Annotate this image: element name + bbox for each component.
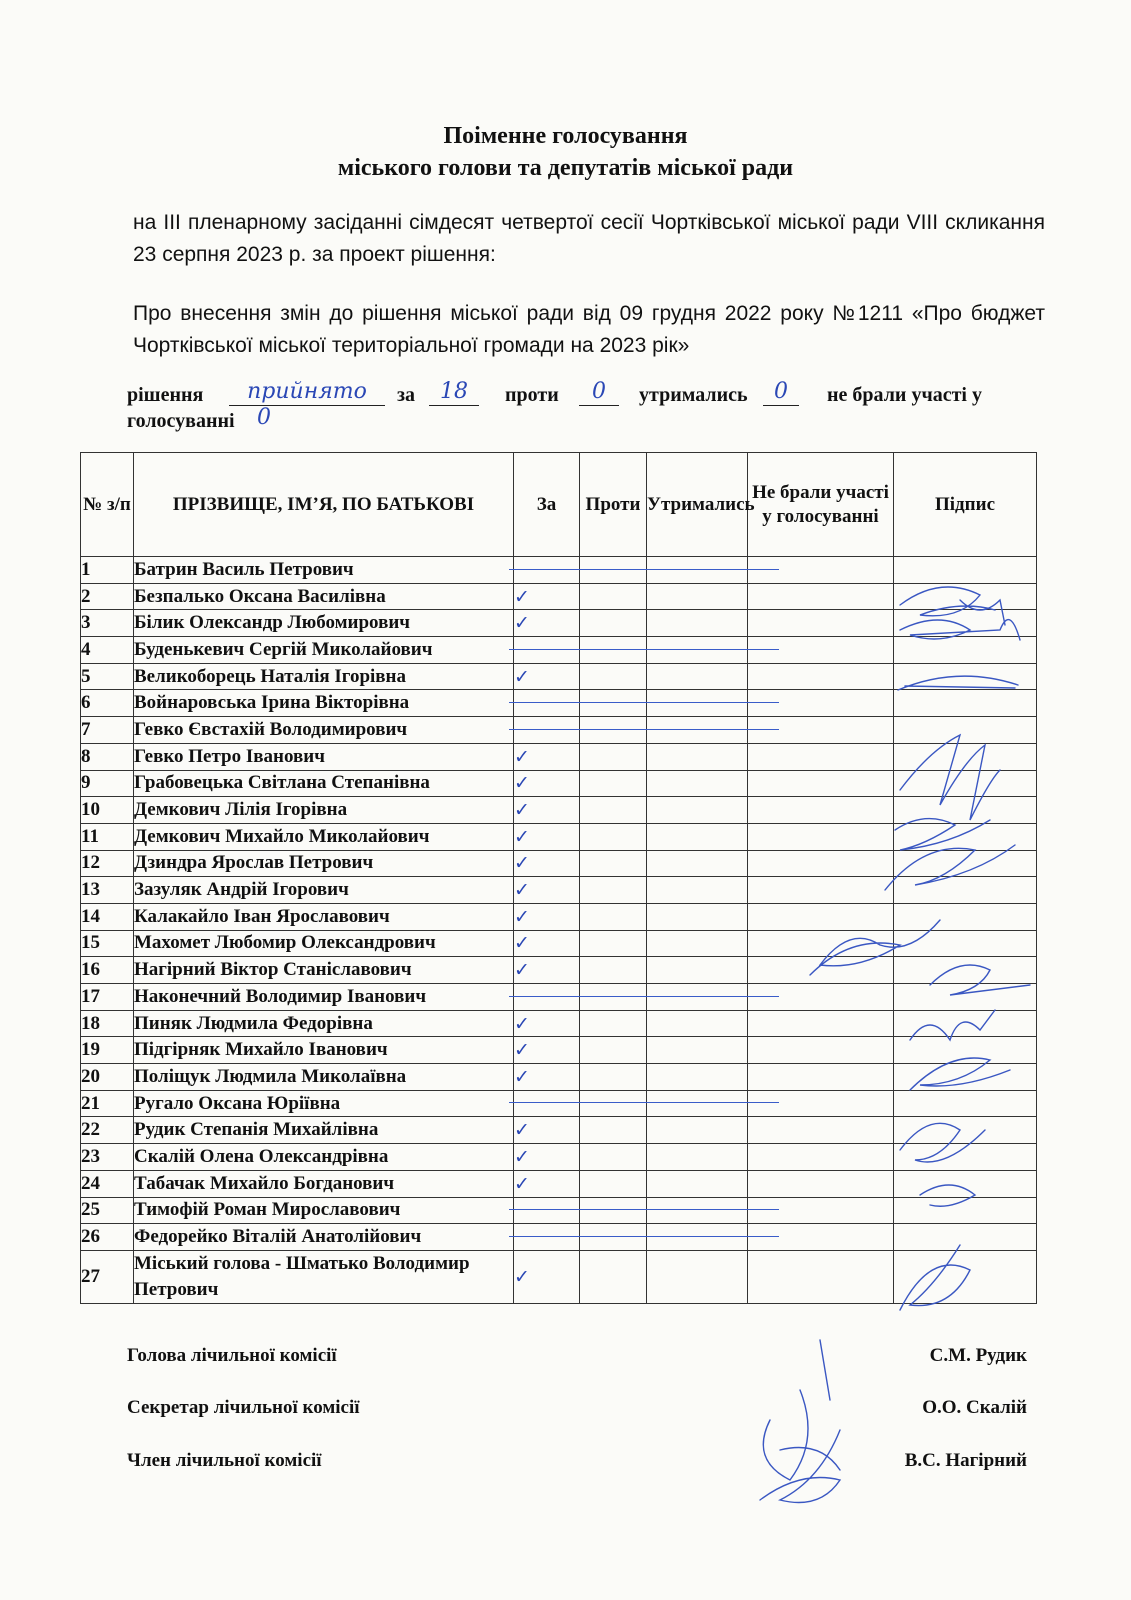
abstained-count: 0 xyxy=(763,379,799,406)
signature-cell xyxy=(894,984,1037,1011)
abstained-cell xyxy=(647,1090,748,1117)
row-number: 2 xyxy=(81,583,134,610)
deputy-name: Пиняк Людмила Федорівна xyxy=(134,1010,514,1037)
deputy-name: Безпалько Оксана Василівна xyxy=(134,583,514,610)
against-cell xyxy=(580,557,647,584)
not-voted-cell xyxy=(748,1224,894,1251)
table-row xyxy=(81,1224,1037,1251)
vote-for-cell xyxy=(514,690,580,717)
draft-decision-title: Про внесення змін до рішення міської ради від 09 грудня 2022 року №1211 «Про бюджет Чортківської міської територіальної громади на 2023 рік» xyxy=(133,302,1045,357)
signature-cell xyxy=(894,823,1037,850)
deputy-name: Федорейко Віталій Анатолійович xyxy=(134,1224,514,1251)
decision-label: рішення xyxy=(127,384,204,406)
row-number: 9 xyxy=(81,770,134,797)
abstained-cell xyxy=(647,1170,748,1197)
deputy-name: Поліщук Людмила Миколаївна xyxy=(134,1064,514,1091)
deputy-name: Буденькевич Сергій Миколайович xyxy=(134,637,514,664)
not-voted-cell xyxy=(748,1064,894,1091)
not-voted-cell xyxy=(748,1090,894,1117)
against-cell xyxy=(580,1250,647,1303)
row-number: 25 xyxy=(81,1197,134,1224)
not-voted-cell xyxy=(748,1144,894,1171)
table-row xyxy=(81,930,1037,957)
not-voted-cell xyxy=(748,663,894,690)
footer-chair xyxy=(127,1345,1027,1367)
not-voted-cell xyxy=(748,1117,894,1144)
against-cell xyxy=(580,690,647,717)
absent-strike-line xyxy=(509,1209,779,1210)
abstained-cell xyxy=(647,1224,748,1251)
vote-for-check: ✓ xyxy=(514,610,580,637)
signature-cell xyxy=(894,1117,1037,1144)
signature-cell xyxy=(894,743,1037,770)
row-number: 14 xyxy=(81,903,134,930)
table-row xyxy=(81,557,1037,584)
deputy-name: Табачак Михайло Богданович xyxy=(134,1170,514,1197)
not-voted-cell xyxy=(748,637,894,664)
against-count: 0 xyxy=(579,379,619,406)
row-number: 26 xyxy=(81,1224,134,1251)
abstained-cell xyxy=(647,637,748,664)
deputy-name: Зазуляк Андрій Ігорович xyxy=(134,877,514,904)
against-cell xyxy=(580,743,647,770)
not-voted-cell xyxy=(748,957,894,984)
not-voted-cell xyxy=(748,557,894,584)
against-cell xyxy=(580,583,647,610)
against-label: проти xyxy=(505,384,559,406)
vote-for-check: ✓ xyxy=(514,823,580,850)
signature-cell xyxy=(894,610,1037,637)
signature-cell xyxy=(894,850,1037,877)
signature-cell xyxy=(894,663,1037,690)
vote-for-check: ✓ xyxy=(514,770,580,797)
row-number: 7 xyxy=(81,717,134,744)
signature-cell xyxy=(894,877,1037,904)
not-voted-cell xyxy=(748,1170,894,1197)
deputy-name: Калакайло Іван Ярославович xyxy=(134,903,514,930)
table-row xyxy=(81,583,1037,610)
not-voted-cell xyxy=(748,903,894,930)
abstained-cell xyxy=(647,557,748,584)
table-row xyxy=(81,877,1037,904)
against-cell xyxy=(580,850,647,877)
deputy-name: Гевко Євстахій Володимирович xyxy=(134,717,514,744)
vote-for-cell xyxy=(514,717,580,744)
not-voted-cell xyxy=(748,583,894,610)
col-header-name: ПРІЗВИЩЕ, ІМ’Я, ПО БАТЬКОВІ xyxy=(134,453,514,557)
absent-strike-line xyxy=(509,729,779,730)
deputy-name: Гевко Петро Іванович xyxy=(134,743,514,770)
abstained-cell xyxy=(647,1064,748,1091)
secretary-name: О.О. Скалій xyxy=(922,1397,1027,1418)
absent-strike-line xyxy=(509,569,779,570)
abstained-cell xyxy=(647,690,748,717)
against-cell xyxy=(580,1064,647,1091)
abstained-cell xyxy=(647,1250,748,1303)
vote-for-check: ✓ xyxy=(514,1144,580,1171)
table-row xyxy=(81,1170,1037,1197)
row-number: 15 xyxy=(81,930,134,957)
vote-for-check: ✓ xyxy=(514,903,580,930)
col-header-abstained: Утримались xyxy=(647,453,748,557)
against-cell xyxy=(580,1144,647,1171)
abstained-cell xyxy=(647,877,748,904)
against-cell xyxy=(580,1037,647,1064)
deputy-name: Наконечний Володимир Іванович xyxy=(134,984,514,1011)
table-row xyxy=(81,903,1037,930)
row-number: 18 xyxy=(81,1010,134,1037)
row-number: 5 xyxy=(81,663,134,690)
signature-cell xyxy=(894,1250,1037,1303)
against-cell xyxy=(580,823,647,850)
not-voted-cell xyxy=(748,770,894,797)
deputy-name: Дзиндра Ярослав Петрович xyxy=(134,850,514,877)
abstained-cell xyxy=(647,957,748,984)
absent-strike-line xyxy=(509,1102,779,1103)
against-cell xyxy=(580,1010,647,1037)
deputy-name: Рудик Степанія Михайлівна xyxy=(134,1117,514,1144)
against-cell xyxy=(580,1090,647,1117)
not-voted-label: не брали участі у xyxy=(827,384,982,406)
for-label: за xyxy=(397,384,416,406)
not-voted-cell xyxy=(748,1010,894,1037)
abstained-label: утримались xyxy=(639,384,748,406)
signature-cell xyxy=(894,1197,1037,1224)
not-voted-cell xyxy=(748,984,894,1011)
abstained-cell xyxy=(647,663,748,690)
vote-for-check: ✓ xyxy=(514,877,580,904)
row-number: 19 xyxy=(81,1037,134,1064)
signature-cell xyxy=(894,1170,1037,1197)
vote-for-check: ✓ xyxy=(514,850,580,877)
row-number: 4 xyxy=(81,637,134,664)
col-header-not-voted: Не брали участі у голосуванні xyxy=(748,453,894,557)
deputy-name: Войнаровська Ірина Вікторівна xyxy=(134,690,514,717)
abstained-cell xyxy=(647,903,748,930)
not-voted-cell xyxy=(748,1197,894,1224)
abstained-cell xyxy=(647,984,748,1011)
vote-for-check: ✓ xyxy=(514,930,580,957)
against-cell xyxy=(580,637,647,664)
not-voted-cell xyxy=(748,743,894,770)
row-number: 6 xyxy=(81,690,134,717)
table-row xyxy=(81,823,1037,850)
abstained-cell xyxy=(647,1117,748,1144)
against-cell xyxy=(580,1170,647,1197)
not-voted-cell xyxy=(748,877,894,904)
row-number: 11 xyxy=(81,823,134,850)
absent-strike-line xyxy=(509,649,779,650)
signature-cell xyxy=(894,1224,1037,1251)
signature-cell xyxy=(894,1144,1037,1171)
against-cell xyxy=(580,1197,647,1224)
signature-cell xyxy=(894,1090,1037,1117)
abstained-cell xyxy=(647,850,748,877)
signature-cell xyxy=(894,770,1037,797)
against-cell xyxy=(580,717,647,744)
footer-member xyxy=(127,1450,1027,1472)
table-row xyxy=(81,743,1037,770)
row-number: 23 xyxy=(81,1144,134,1171)
absent-strike-line xyxy=(509,702,779,703)
roll-call-table xyxy=(80,452,1037,1304)
against-cell xyxy=(580,1117,647,1144)
abstained-cell xyxy=(647,717,748,744)
vote-for-check: ✓ xyxy=(514,1037,580,1064)
deputy-name: Великоборець Наталія Ігорівна xyxy=(134,663,514,690)
not-voted-cell xyxy=(748,930,894,957)
table-row xyxy=(81,717,1037,744)
abstained-cell xyxy=(647,743,748,770)
row-number: 8 xyxy=(81,743,134,770)
vote-for-check: ✓ xyxy=(514,797,580,824)
table-row xyxy=(81,690,1037,717)
against-cell xyxy=(580,903,647,930)
col-header-signature: Підпис xyxy=(894,453,1037,557)
secretary-label: Секретар лічильної комісії xyxy=(127,1397,360,1418)
signature-cell xyxy=(894,1037,1037,1064)
row-number: 3 xyxy=(81,610,134,637)
signature-cell xyxy=(894,637,1037,664)
vote-for-check: ✓ xyxy=(514,583,580,610)
table-row xyxy=(81,797,1037,824)
absent-strike-line xyxy=(509,1236,779,1237)
vote-for-cell xyxy=(514,557,580,584)
signature-cell xyxy=(894,1064,1037,1091)
row-number: 24 xyxy=(81,1170,134,1197)
vote-for-check: ✓ xyxy=(514,1117,580,1144)
member-name: В.С. Нагірний xyxy=(904,1450,1027,1471)
not-voted-cell xyxy=(748,1250,894,1303)
signature-cell xyxy=(894,583,1037,610)
abstained-cell xyxy=(647,583,748,610)
table-row xyxy=(81,1090,1037,1117)
abstained-cell xyxy=(647,930,748,957)
table-row xyxy=(81,850,1037,877)
against-cell xyxy=(580,957,647,984)
table-row xyxy=(81,984,1037,1011)
abstained-cell xyxy=(647,1197,748,1224)
not-voted-count: 0 xyxy=(257,405,271,430)
signature-cell xyxy=(894,903,1037,930)
row-number: 21 xyxy=(81,1090,134,1117)
row-number: 22 xyxy=(81,1117,134,1144)
abstained-cell xyxy=(647,1037,748,1064)
table-header-row xyxy=(81,453,1037,557)
table-row xyxy=(81,610,1037,637)
chair-label: Голова лічильної комісії xyxy=(127,1345,337,1366)
table-row xyxy=(81,663,1037,690)
vote-for-check: ✓ xyxy=(514,663,580,690)
deputy-name: Демкович Лілія Ігорівна xyxy=(134,797,514,824)
signature-cell xyxy=(894,797,1037,824)
document-title: Поіменне голосування xyxy=(443,123,688,149)
abstained-cell xyxy=(647,770,748,797)
deputy-name: Підгірняк Михайло Іванович xyxy=(134,1037,514,1064)
table-row xyxy=(81,1144,1037,1171)
footer-secretary xyxy=(127,1397,1027,1419)
vote-for-check: ✓ xyxy=(514,1170,580,1197)
for-count: 18 xyxy=(429,379,479,406)
deputy-name: Грабовецька Світлана Степанівна xyxy=(134,770,514,797)
vote-for-cell xyxy=(514,1090,580,1117)
abstained-cell xyxy=(647,1144,748,1171)
deputy-name: Скалій Олена Олександрівна xyxy=(134,1144,514,1171)
vote-for-check: ✓ xyxy=(514,743,580,770)
abstained-cell xyxy=(647,823,748,850)
signature-cell xyxy=(894,717,1037,744)
signature-cell xyxy=(894,690,1037,717)
row-number: 16 xyxy=(81,957,134,984)
decision-value: прийнято xyxy=(229,379,385,406)
not-voted-cell xyxy=(748,797,894,824)
row-number: 1 xyxy=(81,557,134,584)
document-subtitle: міського голови та депутатів міської ради xyxy=(337,155,794,181)
vote-result-summary xyxy=(127,379,1045,435)
signature-cell xyxy=(894,557,1037,584)
vote-for-cell xyxy=(514,984,580,1011)
row-number: 10 xyxy=(81,797,134,824)
against-cell xyxy=(580,797,647,824)
against-cell xyxy=(580,1224,647,1251)
vote-for-check: ✓ xyxy=(514,957,580,984)
table-row xyxy=(81,770,1037,797)
row-number: 12 xyxy=(81,850,134,877)
against-cell xyxy=(580,877,647,904)
absent-strike-line xyxy=(509,996,779,997)
against-cell xyxy=(580,770,647,797)
table-row xyxy=(81,1250,1037,1303)
against-cell xyxy=(580,610,647,637)
signature-cell xyxy=(894,957,1037,984)
not-voted-cell xyxy=(748,690,894,717)
deputy-name: Махомет Любомир Олександрович xyxy=(134,930,514,957)
table-row xyxy=(81,1064,1037,1091)
against-cell xyxy=(580,930,647,957)
col-header-number: № з/п xyxy=(81,453,134,557)
not-voted-cell xyxy=(748,1037,894,1064)
vote-for-check: ✓ xyxy=(514,1010,580,1037)
row-number: 27 xyxy=(81,1250,134,1303)
not-voted-cell xyxy=(748,610,894,637)
table-row xyxy=(81,1010,1037,1037)
deputy-name: Міський голова - Шматько Володимир Петрович xyxy=(134,1250,514,1303)
table-row xyxy=(81,1037,1037,1064)
table-row xyxy=(81,1117,1037,1144)
row-number: 17 xyxy=(81,984,134,1011)
col-header-against: Проти xyxy=(580,453,647,557)
abstained-cell xyxy=(647,1010,748,1037)
not-voted-cell xyxy=(748,823,894,850)
vote-for-cell xyxy=(514,1224,580,1251)
chair-name: С.М. Рудик xyxy=(929,1345,1027,1366)
deputy-name: Тимофій Роман Мирославович xyxy=(134,1197,514,1224)
table-row xyxy=(81,957,1037,984)
member-label: Член лічильної комісії xyxy=(127,1450,322,1471)
not-voted-cell xyxy=(748,717,894,744)
against-cell xyxy=(580,984,647,1011)
signature-cell xyxy=(894,930,1037,957)
not-voted-label-cont: голосуванні xyxy=(127,410,235,432)
row-number: 13 xyxy=(81,877,134,904)
signature-cell xyxy=(894,1010,1037,1037)
deputy-name: Батрин Василь Петрович xyxy=(134,557,514,584)
deputy-name: Демкович Михайло Миколайович xyxy=(134,823,514,850)
vote-for-cell xyxy=(514,1197,580,1224)
not-voted-cell xyxy=(748,850,894,877)
abstained-cell xyxy=(647,797,748,824)
abstained-cell xyxy=(647,610,748,637)
col-header-for: За xyxy=(514,453,580,557)
table-row xyxy=(81,637,1037,664)
session-description: на III пленарному засіданні сімдесят четвертої сесії Чортківської міської ради VIII скликання 23 серпня 2023 р. за проект рішення: xyxy=(133,211,1045,266)
deputy-name: Білик Олександр Любомирович xyxy=(134,610,514,637)
row-number: 20 xyxy=(81,1064,134,1091)
vote-for-check: ✓ xyxy=(514,1250,580,1303)
against-cell xyxy=(580,663,647,690)
table-row xyxy=(81,1197,1037,1224)
deputy-name: Нагірний Віктор Станіславович xyxy=(134,957,514,984)
table-body xyxy=(81,557,1037,1304)
vote-for-cell xyxy=(514,637,580,664)
deputy-name: Ругало Оксана Юріївна xyxy=(134,1090,514,1117)
vote-for-check: ✓ xyxy=(514,1064,580,1091)
